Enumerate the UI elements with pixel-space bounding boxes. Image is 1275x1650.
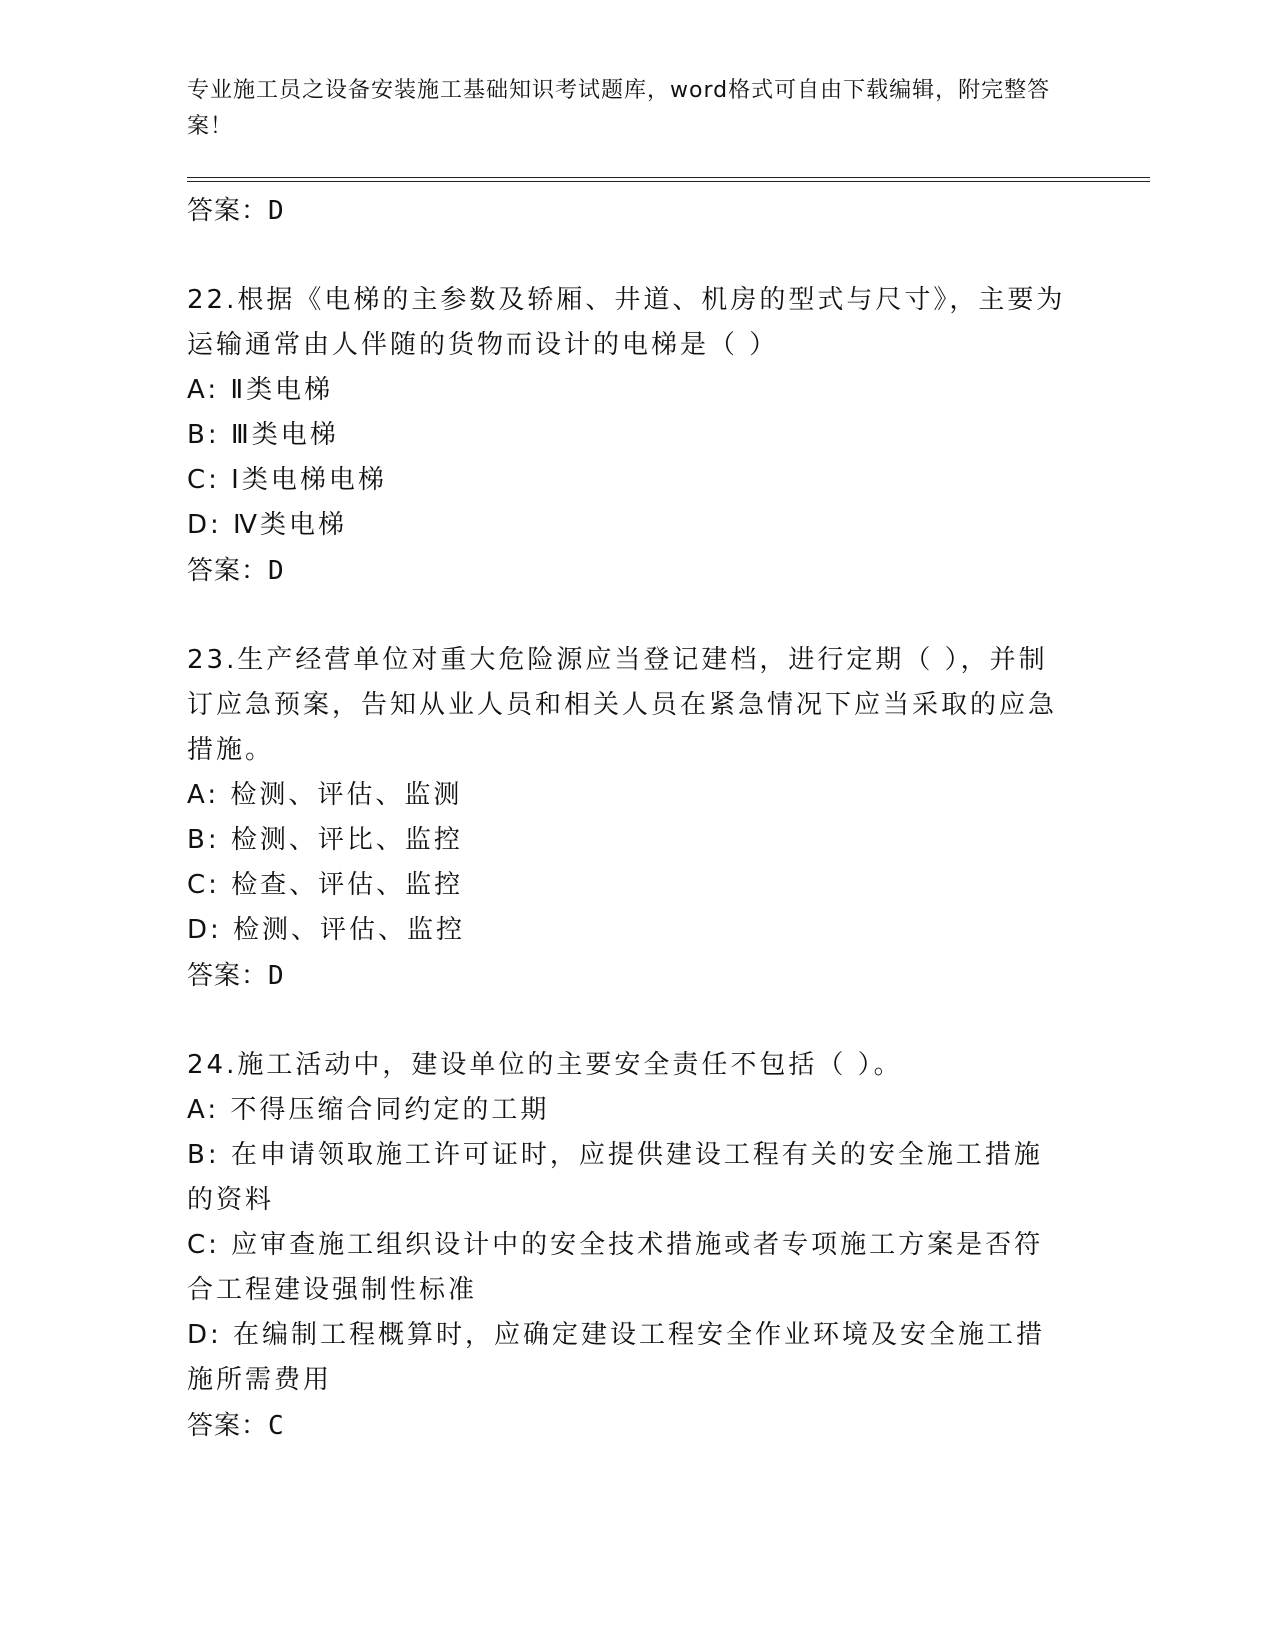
question-block [187, 638, 1067, 999]
option-b: B: 检测、评比、监控 [187, 825, 463, 855]
question-stem: 22.根据《电梯的主参数及轿厢、井道、机房的型式与尺寸》，主要为运输通常由人伴随的货物而设计的电梯是（ ） [187, 285, 1066, 360]
option-d: D: 检测、评估、监控 [187, 915, 466, 945]
option-a: A: Ⅱ类电梯 [187, 375, 334, 405]
answer-line: 答案：D [187, 961, 285, 991]
option-a: A: 检测、评估、监测 [187, 780, 463, 810]
option-d: D: 在编制工程概算时，应确定建设工程安全作业环境及安全施工措施所需费用 [187, 1320, 1046, 1395]
document-header: 专业施工员之设备安装施工基础知识考试题库，word格式可自由下载编辑，附完整答案！ [187, 78, 1051, 139]
answer-line: 答案：C [187, 1411, 285, 1441]
question-stem: 23.生产经营单位对重大危险源应当登记建档，进行定期（ ），并制订应急预案，告知从业人员和相关人员在紧急情况下应当采取的应急措施。 [187, 645, 1058, 765]
option-c: C: 应审查施工组织设计中的安全技术措施或者专项施工方案是否符合工程建设强制性标准 [187, 1230, 1044, 1305]
option-c: C: 检查、评估、监控 [187, 870, 464, 900]
header-divider-secondary [187, 181, 1150, 182]
header-divider [187, 177, 1150, 178]
option-a: A: 不得压缩合同约定的工期 [187, 1095, 550, 1125]
question-stem: 24.施工活动中，建设单位的主要安全责任不包括（ ）。 [187, 1050, 903, 1080]
option-b: B: Ⅲ类电梯 [187, 420, 339, 450]
option-d: D: Ⅳ类电梯 [187, 510, 348, 540]
option-c: C: Ⅰ类电梯电梯 [187, 465, 387, 495]
answer-line: 答案：D [187, 196, 285, 226]
document-body [187, 188, 1067, 1449]
question-block [187, 1043, 1067, 1449]
answer-line: 答案：D [187, 556, 285, 586]
question-block [187, 278, 1067, 594]
option-b: B: 在申请领取施工许可证时，应提供建设工程有关的安全施工措施的资料 [187, 1140, 1043, 1215]
